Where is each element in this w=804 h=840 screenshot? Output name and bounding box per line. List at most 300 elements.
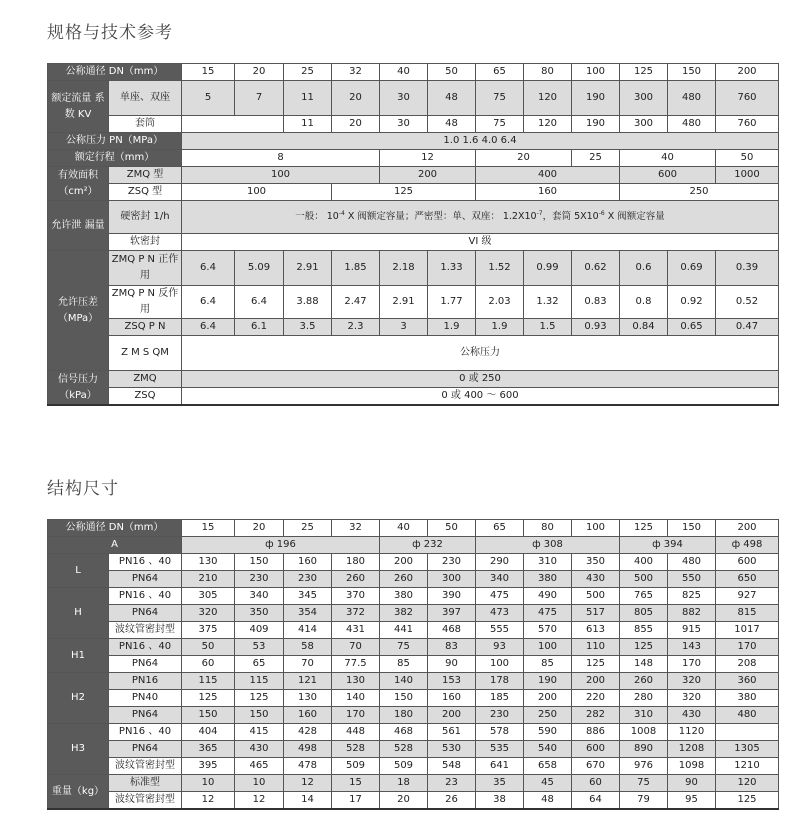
dp-r1-row bbox=[48, 251, 779, 286]
dims-dn-label: 公称通径 DN（mm） bbox=[48, 520, 182, 537]
dims-cell: 208 bbox=[716, 656, 779, 673]
dims-cell: 14 bbox=[284, 792, 332, 810]
stroke-cell: 50 bbox=[716, 150, 779, 167]
dims-cell: 153 bbox=[428, 673, 476, 690]
sig-zsq-label: ZSQ bbox=[109, 388, 182, 406]
dims-cell: 130 bbox=[284, 690, 332, 707]
leak-text: 一般： 10 bbox=[295, 211, 339, 222]
dp-cell: 6.4 bbox=[182, 286, 235, 319]
dims-cell: 478 bbox=[284, 758, 332, 775]
dims-row-label: PN64 bbox=[109, 741, 182, 758]
dims-cell: 115 bbox=[182, 673, 235, 690]
dims-cell: 53 bbox=[235, 639, 284, 656]
dims-cell: 10 bbox=[182, 775, 235, 792]
dims-cell: 480 bbox=[716, 707, 779, 724]
kv-sleeve-label: 套筒 bbox=[109, 116, 182, 133]
area-cell: 1000 bbox=[716, 167, 779, 184]
dims-cell: 125 bbox=[235, 690, 284, 707]
dn-cell: 200 bbox=[716, 64, 779, 81]
dims-cell: 509 bbox=[332, 758, 380, 775]
dims-row bbox=[48, 605, 779, 622]
dims-cell: 140 bbox=[332, 690, 380, 707]
dims-cell: 48 bbox=[524, 792, 572, 810]
dims-row-label: PN64 bbox=[109, 707, 182, 724]
leak-sup: -4 bbox=[338, 210, 345, 217]
dn-cell: 100 bbox=[572, 64, 620, 81]
dims-cell: 855 bbox=[620, 622, 668, 639]
dims-group-label: H1 bbox=[48, 639, 109, 673]
dn-cell: 80 bbox=[524, 520, 572, 537]
kv-cell: 190 bbox=[572, 81, 620, 116]
dims-cell: 441 bbox=[380, 622, 428, 639]
dn-label: 公称通径 DN（mm） bbox=[48, 64, 182, 81]
dims-cell: 75 bbox=[380, 639, 428, 656]
area-cell: 160 bbox=[476, 184, 620, 201]
stroke-cell: 8 bbox=[182, 150, 380, 167]
dims-cell: 473 bbox=[476, 605, 524, 622]
dims-cell: 77.5 bbox=[332, 656, 380, 673]
dims-cell: 150 bbox=[235, 554, 284, 571]
a-cell: ф 232 bbox=[380, 537, 476, 554]
dims-dn-row bbox=[48, 520, 779, 537]
sig-zsq-value: 0 或 400 ～ 600 bbox=[182, 388, 779, 406]
stroke-cell: 40 bbox=[620, 150, 716, 167]
dims-row-label: PN16 、40 bbox=[109, 588, 182, 605]
sig-zsq-row bbox=[48, 388, 779, 406]
dims-cell: 150 bbox=[182, 707, 235, 724]
kv-cell: 480 bbox=[668, 116, 716, 133]
dp-cell: 0.92 bbox=[668, 286, 716, 319]
dims-cell: 300 bbox=[428, 571, 476, 588]
kv-cell bbox=[182, 116, 284, 133]
dims-cell: 18 bbox=[380, 775, 428, 792]
dims-cell: 12 bbox=[182, 792, 235, 810]
area-zsq-label: ZSQ 型 bbox=[109, 184, 182, 201]
stroke-label: 额定行程（mm） bbox=[48, 150, 182, 167]
dims-cell: 354 bbox=[284, 605, 332, 622]
leak-hard-row bbox=[48, 201, 779, 234]
dims-cell: 140 bbox=[380, 673, 428, 690]
dims-cell: 305 bbox=[182, 588, 235, 605]
dn-cell: 125 bbox=[620, 64, 668, 81]
kv-cell: 480 bbox=[668, 81, 716, 116]
dims-cell: 350 bbox=[235, 605, 284, 622]
dims-cell: 70 bbox=[332, 639, 380, 656]
dims-cell: 260 bbox=[620, 673, 668, 690]
leak-sup: -7 bbox=[536, 210, 543, 217]
dims-cell: 927 bbox=[716, 588, 779, 605]
area-zsq-row bbox=[48, 184, 779, 201]
dims-row bbox=[48, 622, 779, 639]
dims-cell: 125 bbox=[620, 639, 668, 656]
dims-cell: 310 bbox=[620, 707, 668, 724]
dims-cell: 100 bbox=[476, 656, 524, 673]
dp-cell: 1.77 bbox=[428, 286, 476, 319]
dims-cell: 431 bbox=[332, 622, 380, 639]
kv-cell: 48 bbox=[428, 116, 476, 133]
dp-cell: 0.65 bbox=[668, 319, 716, 336]
dims-cell: 380 bbox=[524, 571, 572, 588]
dims-cell: 414 bbox=[284, 622, 332, 639]
dn-cell: 125 bbox=[620, 520, 668, 537]
dims-row-label: PN64 bbox=[109, 571, 182, 588]
dims-cell: 490 bbox=[524, 588, 572, 605]
dims-row-label: 波纹管密封型 bbox=[109, 792, 182, 810]
dims-a-row bbox=[48, 537, 779, 554]
dims-cell: 468 bbox=[380, 724, 428, 741]
dims-cell: 26 bbox=[428, 792, 476, 810]
leak-soft-label: 软密封 bbox=[109, 234, 182, 251]
dims-cell: 550 bbox=[668, 571, 716, 588]
dims-cell: 64 bbox=[572, 792, 620, 810]
dims-cell: 976 bbox=[620, 758, 668, 775]
dims-group-label: L bbox=[48, 554, 109, 588]
dims-cell: 340 bbox=[476, 571, 524, 588]
dims-cell: 93 bbox=[476, 639, 524, 656]
dims-cell: 600 bbox=[716, 554, 779, 571]
dp-cell: 5.09 bbox=[235, 251, 284, 286]
dp-r4-value: 公称压力 bbox=[182, 336, 779, 371]
dims-cell: 23 bbox=[428, 775, 476, 792]
dn-cell: 25 bbox=[284, 64, 332, 81]
dims-cell: 528 bbox=[332, 741, 380, 758]
dims-cell: 60 bbox=[572, 775, 620, 792]
dims-table bbox=[47, 519, 779, 810]
dims-row-label: PN40 bbox=[109, 690, 182, 707]
dims-cell: 230 bbox=[428, 554, 476, 571]
dims-cell: 160 bbox=[284, 554, 332, 571]
dn-cell: 32 bbox=[332, 64, 380, 81]
dims-group-label: H2 bbox=[48, 673, 109, 724]
leak-sup: -6 bbox=[598, 210, 605, 217]
area-label: 有效面积（cm²） bbox=[48, 167, 109, 201]
dims-cell: 658 bbox=[524, 758, 572, 775]
dims-cell: 110 bbox=[572, 639, 620, 656]
dims-cell: 395 bbox=[182, 758, 235, 775]
dims-cell: 125 bbox=[572, 656, 620, 673]
dp-cell: 2.03 bbox=[476, 286, 524, 319]
area-zmq-label: ZMQ 型 bbox=[109, 167, 182, 184]
dims-cell: 600 bbox=[572, 741, 620, 758]
dims-cell: 200 bbox=[428, 707, 476, 724]
dims-cell: 400 bbox=[620, 554, 668, 571]
dims-cell: 1305 bbox=[716, 741, 779, 758]
dims-row bbox=[48, 724, 779, 741]
dp-cell: 0.6 bbox=[620, 251, 668, 286]
dims-cell: 230 bbox=[476, 707, 524, 724]
dp-r2-label: ZMQ P N 反作用 bbox=[109, 286, 182, 319]
kv-cell: 30 bbox=[380, 116, 428, 133]
dims-cell: 480 bbox=[668, 554, 716, 571]
dp-cell: 0.39 bbox=[716, 251, 779, 286]
kv-cell: 75 bbox=[476, 116, 524, 133]
dims-row bbox=[48, 741, 779, 758]
dims-cell: 535 bbox=[476, 741, 524, 758]
dims-cell: 1208 bbox=[668, 741, 716, 758]
dims-cell: 345 bbox=[284, 588, 332, 605]
dims-cell: 805 bbox=[620, 605, 668, 622]
dims-row-label: PN16 、40 bbox=[109, 724, 182, 741]
dims-cell: 20 bbox=[380, 792, 428, 810]
area-cell: 100 bbox=[182, 167, 380, 184]
leak-label: 允许泄 漏量 bbox=[48, 201, 109, 251]
dp-r3-label: ZSQ P N bbox=[109, 319, 182, 336]
dims-cell: 50 bbox=[182, 639, 235, 656]
dims-cell: 430 bbox=[572, 571, 620, 588]
dims-cell: 200 bbox=[524, 690, 572, 707]
dims-cell: 260 bbox=[332, 571, 380, 588]
dims-row-label: PN16 bbox=[109, 673, 182, 690]
dims-cell: 10 bbox=[235, 775, 284, 792]
dp-r4-row bbox=[48, 336, 779, 371]
dims-cell: 404 bbox=[182, 724, 235, 741]
dims-cell: 130 bbox=[182, 554, 235, 571]
sig-label: 信号压力（kPa） bbox=[48, 371, 109, 406]
dims-cell: 375 bbox=[182, 622, 235, 639]
dims-cell: 282 bbox=[572, 707, 620, 724]
dims-cell: 45 bbox=[524, 775, 572, 792]
dp-cell: 0.47 bbox=[716, 319, 779, 336]
dims-cell: 397 bbox=[428, 605, 476, 622]
dims-cell: 530 bbox=[428, 741, 476, 758]
dn-cell: 50 bbox=[428, 64, 476, 81]
dims-group-label: H bbox=[48, 588, 109, 639]
dims-cell: 121 bbox=[284, 673, 332, 690]
dims-row bbox=[48, 588, 779, 605]
dims-cell: 430 bbox=[235, 741, 284, 758]
kv-cell: 5 bbox=[182, 81, 235, 116]
dims-cell: 670 bbox=[572, 758, 620, 775]
dims-row bbox=[48, 554, 779, 571]
dims-row-label: 波纹管密封型 bbox=[109, 622, 182, 639]
dims-cell: 58 bbox=[284, 639, 332, 656]
leak-text: X 阀额定容量 bbox=[604, 211, 665, 222]
dims-cell: 590 bbox=[524, 724, 572, 741]
kv-single-label: 单座、双座 bbox=[109, 81, 182, 116]
dims-cell: 230 bbox=[235, 571, 284, 588]
dims-cell: 170 bbox=[716, 639, 779, 656]
dims-cell: 475 bbox=[524, 605, 572, 622]
dims-cell: 17 bbox=[332, 792, 380, 810]
dims-cell: 12 bbox=[235, 792, 284, 810]
dims-cell: 15 bbox=[332, 775, 380, 792]
sig-zmq-label: ZMQ bbox=[109, 371, 182, 388]
dims-cell: 815 bbox=[716, 605, 779, 622]
stroke-cell: 12 bbox=[380, 150, 476, 167]
kv-cell: 11 bbox=[284, 81, 332, 116]
dims-row-label: PN16 、40 bbox=[109, 554, 182, 571]
dims-cell: 1210 bbox=[716, 758, 779, 775]
dp-cell: 1.9 bbox=[476, 319, 524, 336]
dims-cell: 12 bbox=[284, 775, 332, 792]
dims-cell: 200 bbox=[572, 673, 620, 690]
dn-cell: 80 bbox=[524, 64, 572, 81]
dims-cell: 650 bbox=[716, 571, 779, 588]
dims-row bbox=[48, 656, 779, 673]
dims-cell: 290 bbox=[476, 554, 524, 571]
dp-cell: 2.91 bbox=[380, 286, 428, 319]
kv-cell: 120 bbox=[524, 81, 572, 116]
dims-cell: 60 bbox=[182, 656, 235, 673]
dims-cell: 890 bbox=[620, 741, 668, 758]
dims-cell: 430 bbox=[668, 707, 716, 724]
dp-cell: 1.33 bbox=[428, 251, 476, 286]
a-cell: ф 196 bbox=[182, 537, 380, 554]
dims-row-label: PN16 、40 bbox=[109, 639, 182, 656]
stroke-cell: 20 bbox=[476, 150, 572, 167]
dp-cell: 6.4 bbox=[182, 319, 235, 336]
dims-cell: 886 bbox=[572, 724, 620, 741]
dims-row-label: 标准型 bbox=[109, 775, 182, 792]
dims-cell: 578 bbox=[476, 724, 524, 741]
dims-cell: 825 bbox=[668, 588, 716, 605]
pn-value: 1.0 1.6 4.0 6.4 bbox=[182, 133, 779, 150]
dims-cell: 372 bbox=[332, 605, 380, 622]
dims-cell: 260 bbox=[380, 571, 428, 588]
dims-cell: 83 bbox=[428, 639, 476, 656]
dn-cell: 100 bbox=[572, 520, 620, 537]
dims-cell: 320 bbox=[668, 690, 716, 707]
dn-cell: 25 bbox=[284, 520, 332, 537]
dims-cell: 160 bbox=[284, 707, 332, 724]
dims-cell: 125 bbox=[182, 690, 235, 707]
dn-cell: 15 bbox=[182, 520, 235, 537]
dims-cell: 150 bbox=[235, 707, 284, 724]
a-cell: ф 394 bbox=[620, 537, 716, 554]
dims-row bbox=[48, 792, 779, 810]
dims-cell: 170 bbox=[668, 656, 716, 673]
dn-cell: 40 bbox=[380, 520, 428, 537]
dn-cell: 32 bbox=[332, 520, 380, 537]
dn-cell: 150 bbox=[668, 64, 716, 81]
area-cell: 600 bbox=[620, 167, 716, 184]
kv-cell: 760 bbox=[716, 116, 779, 133]
dims-cell: 200 bbox=[380, 554, 428, 571]
kv-cell: 300 bbox=[620, 81, 668, 116]
dims-cell: 340 bbox=[235, 588, 284, 605]
dims-cell: 428 bbox=[284, 724, 332, 741]
dims-cell: 528 bbox=[380, 741, 428, 758]
dims-cell: 79 bbox=[620, 792, 668, 810]
dims-row bbox=[48, 639, 779, 656]
area-zmq-row bbox=[48, 167, 779, 184]
dp-cell: 2.91 bbox=[284, 251, 332, 286]
dims-cell: 468 bbox=[428, 622, 476, 639]
dp-cell: 1.85 bbox=[332, 251, 380, 286]
dp-cell: 3 bbox=[380, 319, 428, 336]
dims-row bbox=[48, 775, 779, 792]
kv-cell: 120 bbox=[524, 116, 572, 133]
dims-cell: 170 bbox=[332, 707, 380, 724]
dims-cell: 148 bbox=[620, 656, 668, 673]
dims-row-label: 波纹管密封型 bbox=[109, 758, 182, 775]
kv-cell: 20 bbox=[332, 81, 380, 116]
dims-row-label: PN64 bbox=[109, 656, 182, 673]
dims-cell: 517 bbox=[572, 605, 620, 622]
kv-cell: 7 bbox=[235, 81, 284, 116]
dp-cell: 0.99 bbox=[524, 251, 572, 286]
pn-row bbox=[48, 133, 779, 150]
kv-cell: 760 bbox=[716, 81, 779, 116]
dims-cell: 380 bbox=[716, 690, 779, 707]
area-cell: 100 bbox=[182, 184, 332, 201]
dims-cell: 1120 bbox=[668, 724, 716, 741]
dp-cell: 1.9 bbox=[428, 319, 476, 336]
leak-text: ，套筒 5X10 bbox=[542, 211, 599, 222]
dims-cell: 561 bbox=[428, 724, 476, 741]
dims-cell: 380 bbox=[380, 588, 428, 605]
dims-cell: 125 bbox=[716, 792, 779, 810]
dims-cell: 115 bbox=[235, 673, 284, 690]
dims-cell: 548 bbox=[428, 758, 476, 775]
dn-cell: 50 bbox=[428, 520, 476, 537]
dims-cell: 150 bbox=[380, 690, 428, 707]
kv-label: 额定流量 系数 KV bbox=[48, 81, 109, 133]
dp-r1-label: ZMQ P N 正作用 bbox=[109, 251, 182, 286]
dims-cell: 370 bbox=[332, 588, 380, 605]
dims-cell: 320 bbox=[182, 605, 235, 622]
dims-row bbox=[48, 758, 779, 775]
dims-cell: 765 bbox=[620, 588, 668, 605]
dn-cell: 150 bbox=[668, 520, 716, 537]
dims-cell: 160 bbox=[428, 690, 476, 707]
sig-zmq-value: 0 或 250 bbox=[182, 371, 779, 388]
kv-sleeve-row bbox=[48, 116, 779, 133]
dims-cell: 178 bbox=[476, 673, 524, 690]
dp-cell: 6.1 bbox=[235, 319, 284, 336]
dn-cell: 15 bbox=[182, 64, 235, 81]
dims-cell: 310 bbox=[524, 554, 572, 571]
dims-cell: 509 bbox=[380, 758, 428, 775]
dp-cell: 0.52 bbox=[716, 286, 779, 319]
dims-row bbox=[48, 707, 779, 724]
kv-cell: 30 bbox=[380, 81, 428, 116]
dims-cell: 500 bbox=[572, 588, 620, 605]
dims-cell: 90 bbox=[428, 656, 476, 673]
dims-row bbox=[48, 690, 779, 707]
area-cell: 200 bbox=[380, 167, 476, 184]
dims-cell: 90 bbox=[668, 775, 716, 792]
dims-cell: 465 bbox=[235, 758, 284, 775]
a-cell: ф 498 bbox=[716, 537, 779, 554]
dp-cell: 0.93 bbox=[572, 319, 620, 336]
pn-label: 公称压力 PN（MPa） bbox=[48, 133, 182, 150]
dims-cell: 65 bbox=[235, 656, 284, 673]
dims-cell: 613 bbox=[572, 622, 620, 639]
dims-cell: 70 bbox=[284, 656, 332, 673]
dn-cell: 40 bbox=[380, 64, 428, 81]
kv-cell: 11 bbox=[284, 116, 332, 133]
dims-row bbox=[48, 571, 779, 588]
dims-cell: 250 bbox=[524, 707, 572, 724]
dims-cell: 35 bbox=[476, 775, 524, 792]
dims-cell: 100 bbox=[524, 639, 572, 656]
dims-row bbox=[48, 673, 779, 690]
dp-cell: 6.4 bbox=[182, 251, 235, 286]
dp-cell: 2.18 bbox=[380, 251, 428, 286]
dn-cell: 20 bbox=[235, 520, 284, 537]
leak-soft-row bbox=[48, 234, 779, 251]
dims-cell: 1008 bbox=[620, 724, 668, 741]
dims-cell: 390 bbox=[428, 588, 476, 605]
dims-cell: 220 bbox=[572, 690, 620, 707]
dp-cell: 1.5 bbox=[524, 319, 572, 336]
dp-cell: 0.84 bbox=[620, 319, 668, 336]
dims-cell: 915 bbox=[668, 622, 716, 639]
dp-cell: 1.52 bbox=[476, 251, 524, 286]
dims-cell: 1017 bbox=[716, 622, 779, 639]
dn-cell: 65 bbox=[476, 520, 524, 537]
